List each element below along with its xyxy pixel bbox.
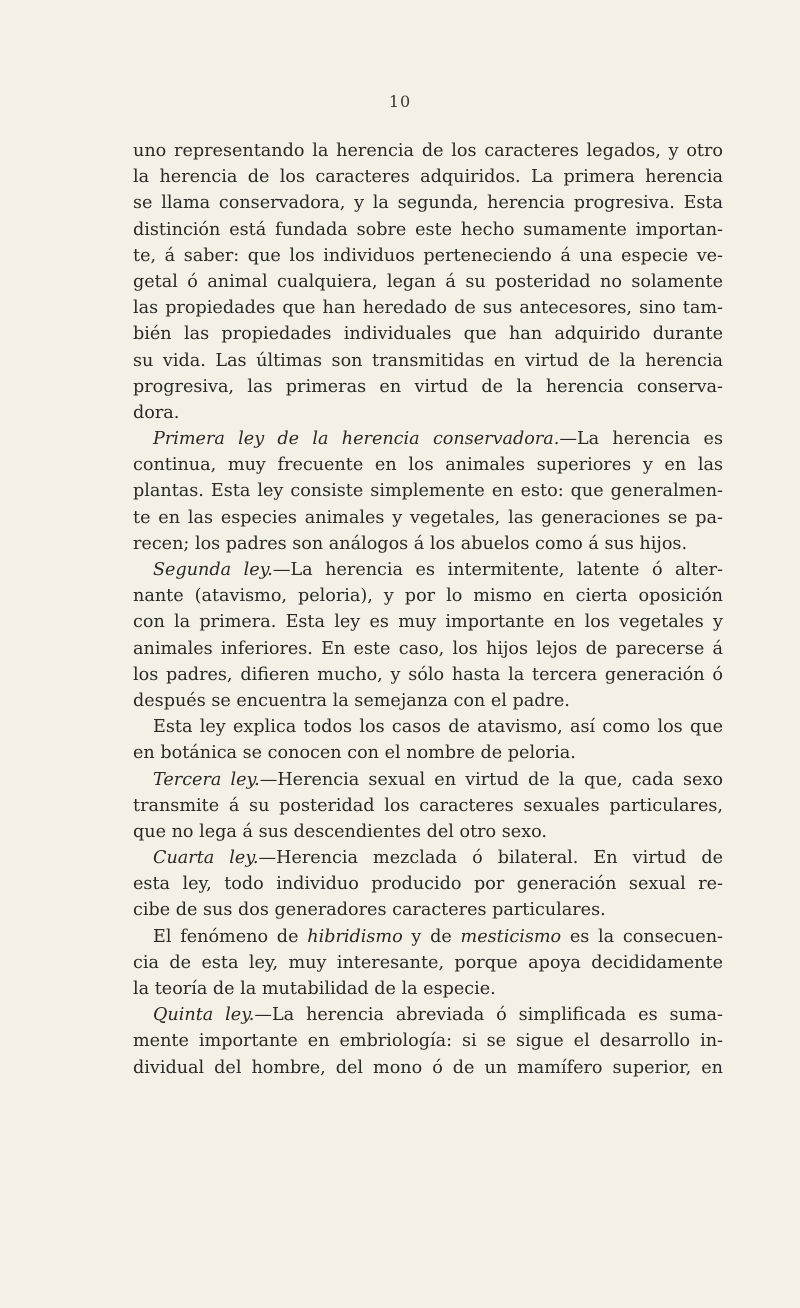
law-heading: Quinta ley. bbox=[153, 1005, 255, 1026]
text-line: recen; los padres son análogos á los abuelos como á sus hijos. bbox=[133, 533, 688, 554]
text-line: continua, muy frecuente en los animales superiores y en las bbox=[133, 455, 723, 476]
section-heading-line: Tercera ley.—Herencia sexual en virtud de la que, cada sexo bbox=[153, 769, 723, 790]
text-line: se llama conservadora, y la segunda, herencia progresiva. Esta bbox=[133, 193, 723, 214]
law-heading: Tercera ley. bbox=[153, 769, 260, 790]
text-line: mente importante en embriología: si se sigue el desarrollo in- bbox=[133, 1031, 723, 1052]
text-line: cia de esta ley, muy interesante, porque apoya decididamente bbox=[133, 952, 723, 973]
section-heading-line: Quinta ley.—La herencia abreviada ó simplificada es suma- bbox=[153, 1005, 723, 1026]
text-line: dividual del hombre, del mono ó de un mamífero superior, en bbox=[133, 1057, 723, 1078]
text-line: su vida. Las últimas son transmitidas en virtud de la herencia bbox=[133, 350, 723, 371]
text-line: getal ó animal cualquiera, legan á su posteridad no solamente bbox=[133, 271, 723, 292]
text-line: El fenómeno de hibridismo y de mesticismo es la consecuen- bbox=[153, 926, 723, 947]
text-line: la teoría de la mutabilidad de la especie. bbox=[133, 979, 496, 999]
text-line: te en las especies animales y vegetales, las generaciones se pa- bbox=[133, 507, 723, 528]
text-line: las propiedades que han heredado de sus antecesores, sino tam- bbox=[133, 298, 723, 319]
law-heading: Primera ley de la herencia conservadora. bbox=[153, 429, 560, 450]
text-line: dora. bbox=[133, 402, 180, 423]
text-line: progresiva, las primeras en virtud de la herencia conserva- bbox=[133, 376, 723, 397]
text-line: transmite á su posteridad los caracteres sexuales particulares, bbox=[133, 795, 723, 816]
text-line: distinción está fundada sobre este hecho sumamente importan- bbox=[133, 219, 723, 240]
section-heading-line: Segunda ley.—La herencia es intermitente, latente ó alter- bbox=[153, 560, 724, 580]
text-line: después se encuentra la semejanza con el padre. bbox=[133, 690, 570, 711]
text-line: los padres, difieren mucho, y sólo hasta la tercera generación ó bbox=[133, 664, 723, 685]
term-hibridismo: hibridismo bbox=[307, 926, 403, 947]
text-line: la herencia de los caracteres adquiridos. La primera herencia bbox=[133, 167, 723, 188]
text-line: esta ley, todo individuo producido por generación sexual re- bbox=[133, 874, 723, 895]
text-line: te, á saber: que los individuos perteneciendo á una especie ve- bbox=[133, 245, 723, 266]
text-line: bién las propiedades individuales que han adquirido durante bbox=[133, 324, 723, 345]
text-line: uno representando la herencia de los caracteres legados, y otro bbox=[133, 141, 723, 161]
text-line: en botánica se conocen con el nombre de peloria. bbox=[133, 743, 576, 764]
text-line: animales inferiores. En este caso, los hijos lejos de parecerse á bbox=[133, 638, 723, 659]
text-line: Esta ley explica todos los casos de atavismo, así como los que bbox=[153, 717, 723, 738]
text-line: nante (atavismo, peloria), y por lo mismo en cierta oposición bbox=[133, 586, 723, 607]
term-mesticismo: mesticismo bbox=[460, 926, 562, 947]
section-heading-line: Cuarta ley.—Herencia mezclada ó bilateral. En virtud de bbox=[153, 848, 723, 869]
section-heading-line: Primera ley de la herencia conservadora.—La herencia es bbox=[153, 429, 723, 450]
body-text bbox=[133, 138, 723, 1081]
text-line: plantas. Esta ley consiste simplemente en esto: que generalmen- bbox=[133, 481, 723, 502]
law-heading: Cuarta ley. bbox=[153, 848, 259, 869]
text-line: cibe de sus dos generadores caracteres particulares. bbox=[133, 900, 606, 921]
text-line: que no lega á sus descendientes del otro sexo. bbox=[133, 821, 547, 842]
law-heading: Segunda ley. bbox=[153, 560, 273, 580]
text-line: con la primera. Esta ley es muy importante en los vegetales y bbox=[133, 612, 723, 633]
page-number: 10 bbox=[388, 92, 412, 111]
